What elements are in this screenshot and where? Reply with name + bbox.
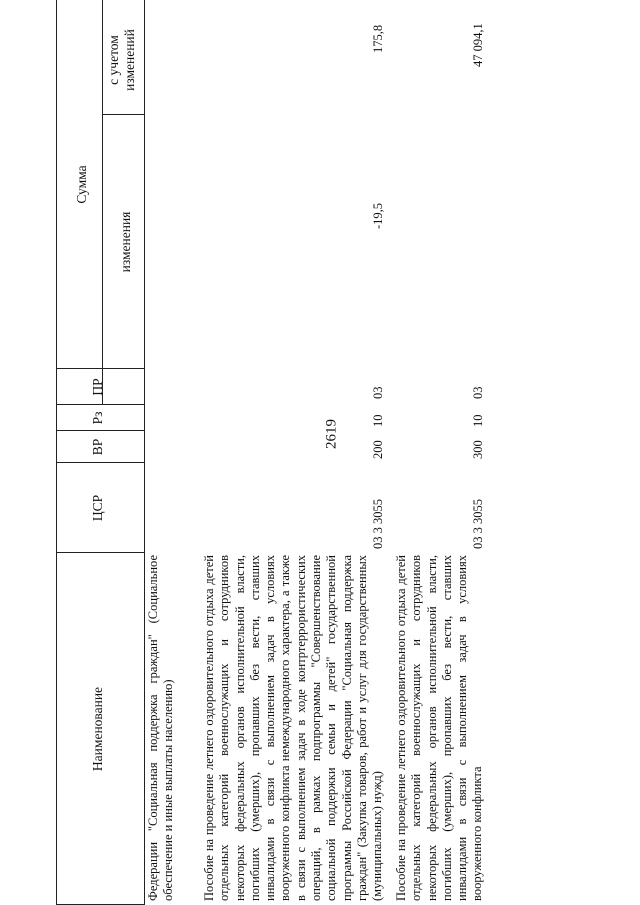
header-sum: Сумма bbox=[74, 165, 89, 204]
header-vr: ВР bbox=[90, 438, 105, 456]
row-1-name: Пособие на проведение летнего оздоровительного отдыха детей отдельных категорий военнослужащих и сотрудников некоторых федеральных органов исполнительной власти, погибших (умерших), пропавших без вести, ставших инвалидами в связи с выполнением задач в условиях вооруженного конфликта немеждународного характера, а также в связи с выполнением задач в ходе контртеррористических операций, в рамках подпрограммы "Совершенствование социальной поддержки семьи и детей" государственной программы Российской Федерации "Социальная поддержка граждан" (Закупка товаров, работ и услуг для государственных (муниципальных) нужд) bbox=[202, 555, 385, 901]
sum-subheader-line bbox=[102, 0, 103, 405]
row-2-with-changes: 47 094,1 bbox=[471, 23, 485, 67]
header-csr: ЦСР bbox=[90, 494, 105, 522]
row-2-pr: 03 bbox=[471, 386, 485, 399]
row-1-changes: -19,5 bbox=[371, 202, 385, 229]
row-1-with-changes: 175,8 bbox=[371, 24, 385, 53]
page-number: 2619 bbox=[323, 419, 340, 449]
header-bottom-border bbox=[144, 0, 145, 905]
row-2-csr: 03 3 3055 bbox=[471, 499, 485, 549]
row-1-rz: 10 bbox=[371, 414, 385, 427]
table-top-border bbox=[56, 0, 57, 905]
header-name: Наименование bbox=[90, 686, 105, 772]
row-2-rz: 10 bbox=[471, 414, 485, 427]
row-2-name: Пособие на проведение летнего оздоровительного отдыха детей отдельных категорий военнослужащих и сотрудников некоторых федеральных органов исполнительной власти, погибших (умерших), пропавших без вести, ставших инвалидами в связи с выполнением задач в условиях вооруженного конфликта bbox=[394, 555, 485, 901]
row-1-csr: 03 3 3055 bbox=[371, 499, 385, 549]
header-with-changes: с учетом изменений bbox=[106, 29, 137, 91]
header-changes: изменения bbox=[118, 211, 133, 273]
row-1-pr: 03 bbox=[371, 386, 385, 399]
header-pr: ПР bbox=[90, 378, 105, 396]
row-2-vr: 300 bbox=[471, 440, 485, 459]
row-1-vr: 200 bbox=[371, 440, 385, 459]
row-0-name: Федерации "Социальная поддержка граждан" (Социальное обеспечение и иные выплаты населению) bbox=[146, 555, 176, 901]
header-rz: Рз bbox=[90, 411, 105, 425]
budget-table bbox=[56, 0, 586, 905]
